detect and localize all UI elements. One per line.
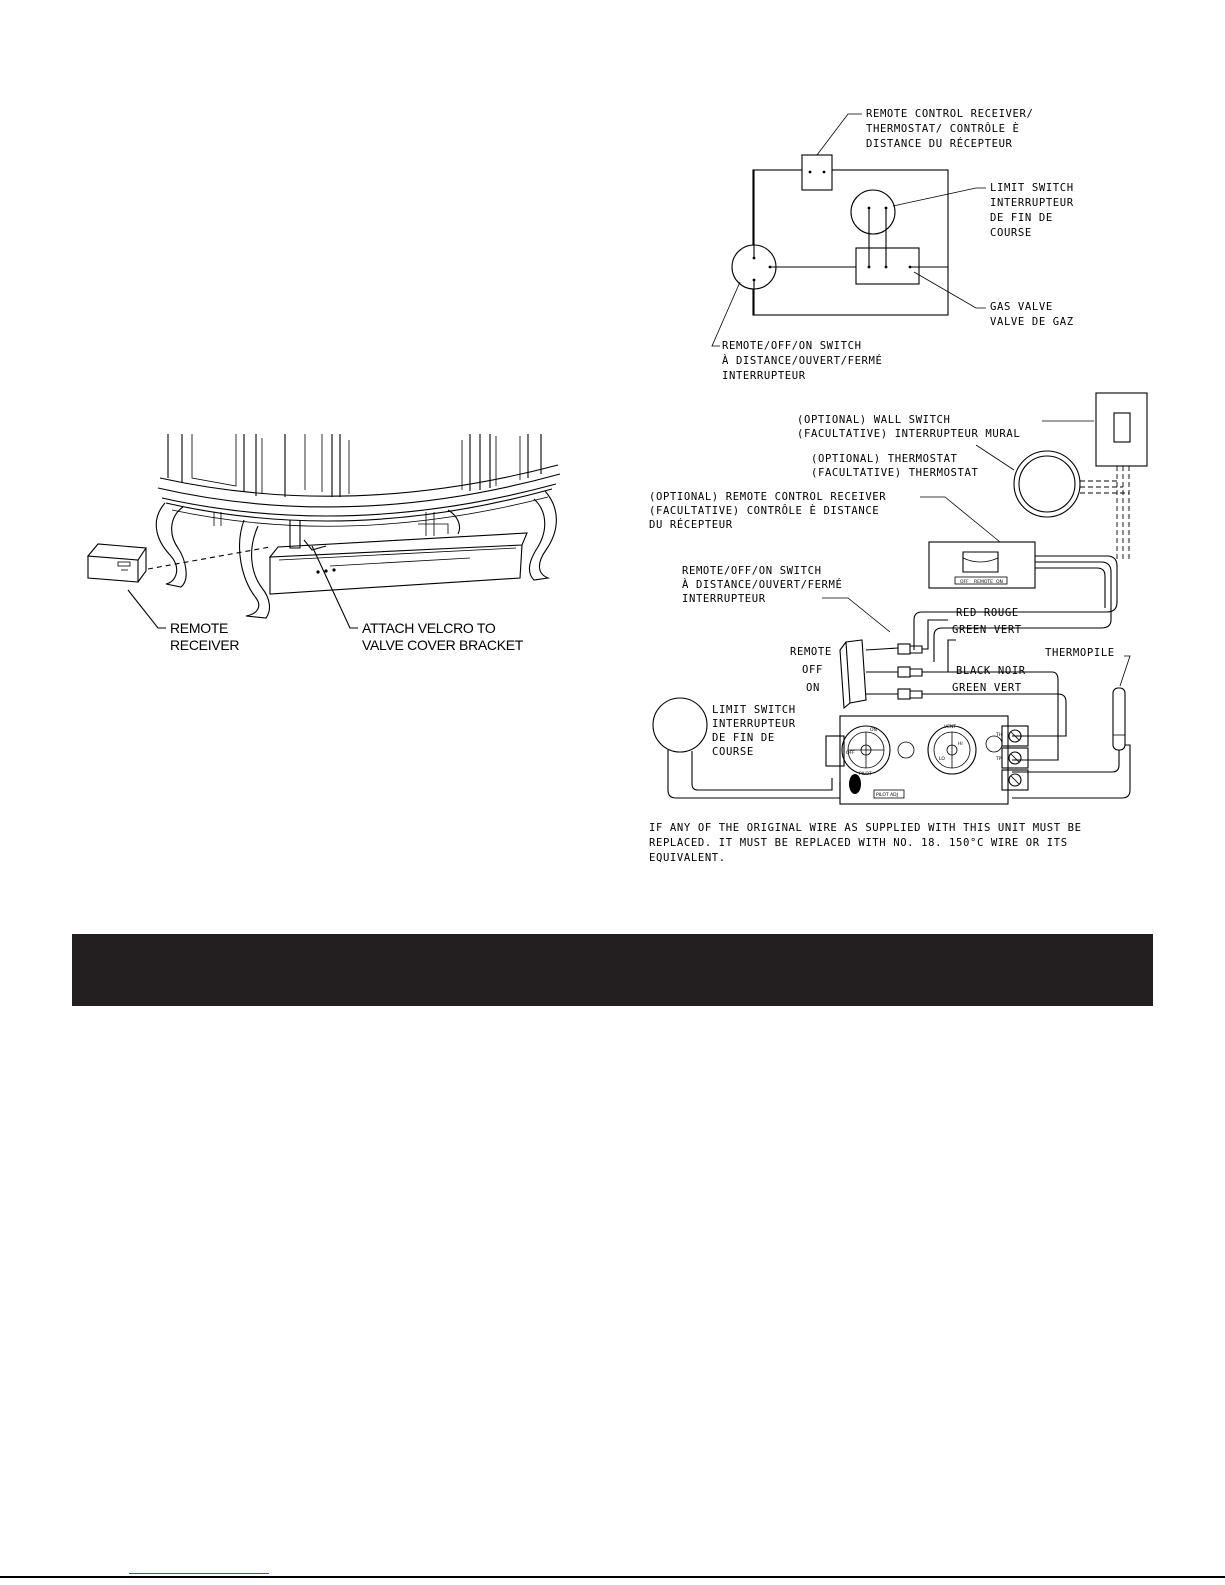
schematic-loop: [753, 170, 948, 315]
wire-note-3: EQUIVALENT.: [649, 852, 726, 864]
schematic-switch-label-3: INTERRUPTEUR: [722, 370, 806, 382]
optional-receiver-box: [929, 542, 1035, 588]
wire-label-green-2: GREEN VERT: [952, 682, 1022, 694]
wiring-limit-label-3: DE FIN DE: [712, 732, 775, 744]
wire-label-black: BLACK NOIR: [956, 665, 1026, 677]
switch-position-on: ON: [806, 682, 820, 694]
optional-thermostat: [1014, 451, 1080, 517]
switch-label: REMOTE/OFF/ON SWITCH: [682, 565, 822, 577]
schematic-limit-label: LIMIT SWITCH: [990, 182, 1074, 194]
receiver-label-3: DU RÉCEPTEUR: [649, 519, 733, 531]
wiring-limit-label-2: INTERRUPTEUR: [712, 718, 796, 730]
valve-mark-lo: LO: [939, 757, 945, 762]
schematic-gas-valve-label: GAS VALVE: [990, 301, 1053, 313]
footer-link-underline: [129, 1573, 269, 1574]
valve-mark-on: ON: [870, 728, 877, 733]
wire-label-green: GREEN VERT: [952, 624, 1022, 636]
leader-remote-receiver: [128, 590, 166, 628]
wall-switch: [1096, 393, 1147, 466]
thermostat-label: (OPTIONAL) THERMOSTAT: [811, 453, 958, 465]
optional-dashed-wires: [1080, 466, 1129, 560]
wiring-limit-label-4: COURSE: [712, 746, 754, 758]
schematic-switch-label-2: À DISTANCE/OUVERT/FERMÉ: [722, 355, 883, 367]
wiring-gas-valve: [826, 716, 1028, 804]
attach-velcro-label-2: VALVE COVER BRACKET: [362, 637, 524, 653]
receiver-label: (OPTIONAL) REMOTE CONTROL RECEIVER: [649, 491, 887, 503]
receiver-face-off: OFF: [960, 580, 969, 585]
thermopile-label: THERMOPILE: [1045, 647, 1115, 659]
wall-switch-label-2: (FACULTATIVE) INTERRUPTEUR MURAL: [797, 428, 1021, 440]
limit-switch-symbol: [851, 190, 895, 234]
section-banner: [72, 934, 1153, 1006]
valve-mark-pilot: PILOT: [859, 772, 872, 777]
attach-velcro-label: ATTACH VELCRO TO: [362, 620, 496, 636]
valve-mark-pilot-adj: PILOT ADJ: [876, 793, 898, 798]
wiring-schematic: [712, 108, 1074, 382]
stove-installation-figure: [88, 434, 560, 653]
valve-mark-tp: TP: [996, 757, 1002, 762]
wiring-limit-switch: [653, 698, 707, 752]
wire-label-red: RED ROUGE: [956, 607, 1019, 619]
wall-switch-label: (OPTIONAL) WALL SWITCH: [797, 414, 951, 426]
receiver-label-2: (FACULTATIVE) CONTRÔLE È DISTANCE: [649, 505, 880, 517]
thermostat-label-2: (FACULTATIVE) THERMOSTAT: [811, 467, 979, 479]
valve-mark-th: TH: [996, 733, 1003, 738]
footer-rule: [0, 1576, 1225, 1578]
switch-label-2: À DISTANCE/OUVERT/FERMÉ: [682, 579, 843, 591]
rocker-switch: [840, 640, 922, 708]
valve-mark-off: OFF: [846, 751, 855, 756]
wire-note: IF ANY OF THE ORIGINAL WIRE AS SUPPLIED WITH THIS UNIT MUST BE: [649, 822, 1082, 834]
schematic-limit-label-3: DE FIN DE: [990, 212, 1053, 224]
wiring-limit-label: LIMIT SWITCH: [712, 704, 796, 716]
stove-legs: [156, 491, 556, 618]
schematic-receiver-label-2: THERMOSTAT/ CONTRÔLE È: [866, 123, 1020, 135]
schematic-gas-valve-label-2: VALVE DE GAZ: [990, 316, 1074, 328]
schematic-limit-label-2: INTERRUPTEUR: [990, 197, 1074, 209]
schematic-receiver-label: REMOTE CONTROL RECEIVER/: [866, 108, 1034, 120]
wiring-diagram: [649, 393, 1147, 864]
receiver-symbol: [802, 155, 832, 190]
wire-note-2: REPLACED. IT MUST BE REPLACED WITH NO. 18. 150°C WIRE OR ITS: [649, 837, 1068, 849]
valve-cover-bracket: [270, 512, 527, 594]
valve-mark-vent: VENT: [944, 725, 957, 730]
thermopile: [1012, 688, 1130, 798]
switch-position-remote: REMOTE: [790, 646, 832, 658]
schematic-limit-label-4: COURSE: [990, 227, 1032, 239]
schematic-switch-label: REMOTE/OFF/ON SWITCH: [722, 340, 862, 352]
stove-body: [158, 434, 560, 526]
remote-receiver-label-2: RECEIVER: [170, 637, 240, 653]
receiver-face-on: ON: [996, 580, 1003, 585]
remote-receiver-label: REMOTE: [170, 620, 229, 636]
schematic-receiver-label-3: DISTANCE DU RÉCEPTEUR: [866, 138, 1013, 150]
switch-position-off: OFF: [802, 664, 823, 676]
receiver-face-remote: REMOTE: [974, 580, 993, 585]
switch-label-3: INTERRUPTEUR: [682, 593, 766, 605]
valve-mark-hi: HI: [958, 742, 963, 747]
